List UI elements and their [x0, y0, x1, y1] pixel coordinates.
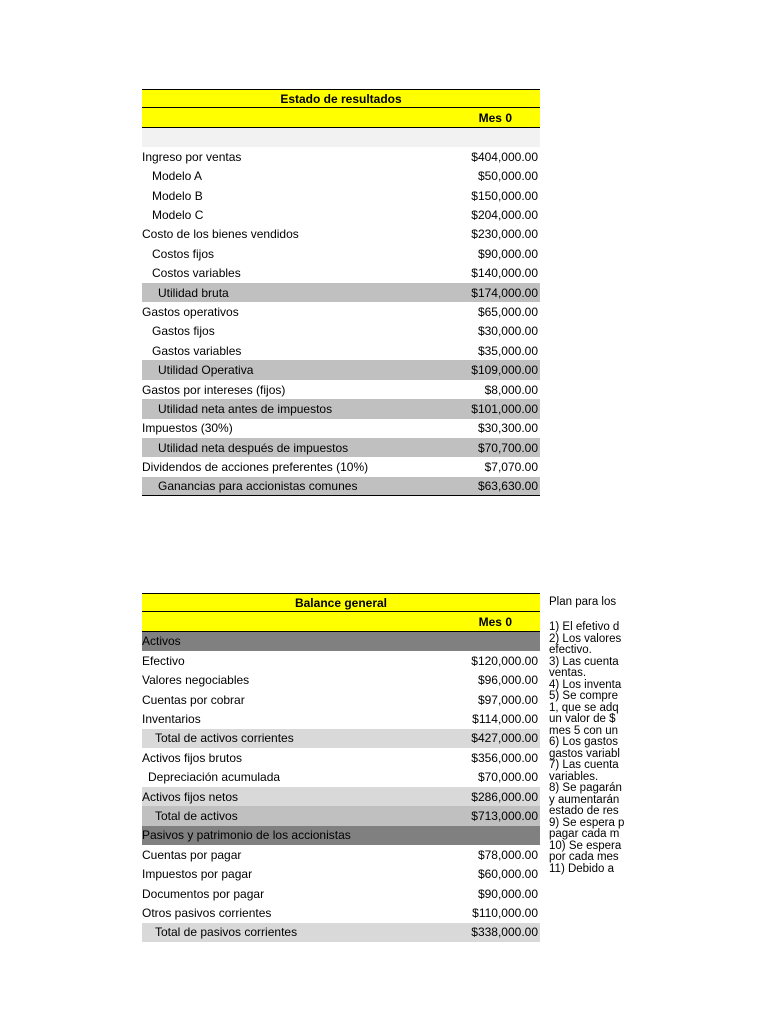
row-label: Ingreso por ventas — [142, 149, 242, 164]
row-value: $35,000.00 — [477, 343, 538, 358]
row-label: Cuentas por cobrar — [142, 692, 245, 707]
row-label: Efectivo — [142, 653, 185, 668]
row-value: $204,000.00 — [471, 208, 538, 223]
table-row[interactable] — [142, 748, 540, 767]
row-value: $356,000.00 — [471, 750, 538, 765]
row-value: $286,000.00 — [471, 789, 538, 804]
row-value: $65,000.00 — [477, 304, 538, 319]
table-row[interactable] — [142, 690, 540, 709]
row-value: $70,700.00 — [477, 440, 538, 455]
plan-line: 4) Los inventa — [549, 678, 622, 691]
plan-body — [546, 614, 624, 875]
row-value: $150,000.00 — [471, 188, 538, 203]
table-row[interactable] — [142, 884, 540, 903]
row-label: Depreciación acumulada — [148, 770, 281, 785]
income-statement — [142, 89, 540, 496]
table-row[interactable] — [142, 225, 540, 244]
row-label: Total de pasivos corrientes — [155, 925, 298, 940]
row-value: $140,000.00 — [471, 266, 538, 281]
row-label: Utilidad bruta — [158, 285, 229, 300]
row-label: Utilidad Operativa — [158, 363, 254, 378]
plan-line: y aumentarán — [549, 793, 620, 806]
total-row[interactable] — [142, 806, 540, 825]
row-value: $96,000.00 — [477, 673, 538, 688]
row-value: $78,000.00 — [477, 847, 538, 862]
plan-line: variables. — [549, 770, 599, 783]
table-row[interactable] — [142, 167, 540, 186]
row-label: Gastos por intereses (fijos) — [142, 382, 286, 397]
row-label: Utilidad neta después de impuestos — [158, 440, 349, 455]
plan-line: 11) Debido a — [549, 862, 614, 875]
row-value: $30,000.00 — [477, 324, 538, 339]
row-value: $60,000.00 — [477, 867, 538, 882]
plan-line: efectivo. — [549, 644, 592, 656]
subtotal-row[interactable] — [142, 283, 540, 302]
table-row[interactable] — [142, 671, 540, 690]
income-spacer-row — [142, 128, 540, 147]
table-row[interactable] — [142, 709, 540, 728]
balance-sheet — [142, 593, 540, 942]
row-value: $230,000.00 — [471, 227, 538, 242]
row-label: Total de activos corrientes — [155, 731, 294, 746]
table-row[interactable] — [142, 244, 540, 263]
row-label: Valores negociables — [142, 673, 250, 688]
subtotal-row[interactable] — [142, 399, 540, 418]
table-row[interactable] — [142, 380, 540, 399]
table-row[interactable] — [142, 845, 540, 864]
row-label: Cuentas por pagar — [142, 847, 242, 862]
income-title-cell[interactable] — [142, 89, 540, 108]
table-row[interactable] — [142, 186, 540, 205]
row-label: Pasivos y patrimonio de los accionistas — [142, 828, 351, 843]
row-label: Otros pasivos corrientes — [142, 905, 272, 920]
row-label: Activos fijos brutos — [142, 750, 243, 765]
table-row[interactable] — [142, 264, 540, 283]
table-row[interactable] — [142, 864, 540, 883]
row-value: $90,000.00 — [477, 246, 538, 261]
row-value: $70,000.00 — [477, 770, 538, 785]
row-value: $404,000.00 — [471, 149, 538, 164]
row-label: Modelo B — [152, 188, 203, 203]
row-value: $174,000.00 — [471, 285, 538, 300]
row-label: Activos — [142, 634, 181, 649]
row-value: $120,000.00 — [471, 653, 538, 668]
balance-period: Mes 0 — [478, 614, 512, 629]
balance-title-cell[interactable] — [142, 593, 540, 612]
row-value: $114,000.00 — [472, 712, 538, 727]
row-label: Costos fijos — [152, 246, 215, 261]
row-label: Modelo C — [152, 208, 204, 223]
plan-line: mes 5 con un — [549, 724, 619, 737]
subtotal-row[interactable] — [142, 729, 540, 748]
table-row[interactable] — [142, 302, 540, 321]
plan-line: 8) Se pagarán — [549, 782, 622, 794]
income-period: Mes 0 — [478, 110, 512, 125]
plan-line: 1, que se adq — [549, 701, 619, 714]
plan-line: 1) El efetivo d — [549, 621, 620, 633]
total-row[interactable] — [142, 477, 540, 496]
table-row[interactable] — [142, 903, 540, 922]
row-value: $90,000.00 — [477, 886, 538, 901]
plan-notes[interactable] — [546, 593, 624, 945]
plan-line: 2) Los valores — [549, 632, 622, 645]
row-value: $97,000.00 — [477, 692, 538, 707]
table-row[interactable] — [142, 768, 540, 787]
row-label: Gastos operativos — [142, 304, 239, 319]
table-row[interactable] — [142, 651, 540, 670]
row-value: $7,070.00 — [484, 460, 538, 475]
row-label: Gastos fijos — [152, 324, 215, 339]
income-title: Estado de resultados — [280, 91, 402, 106]
subtotal-row[interactable] — [142, 438, 540, 457]
table-row[interactable] — [142, 147, 540, 166]
plan-line: estado de res — [549, 805, 619, 817]
plan-line: 3) Las cuenta — [549, 655, 619, 668]
row-label: Modelo A — [152, 169, 203, 184]
balance-title: Balance general — [294, 595, 388, 610]
plan-line: ventas. — [549, 667, 587, 679]
plan-line: 10) Se espera — [549, 839, 622, 852]
row-value: $63,630.00 — [477, 479, 538, 493]
income-period-cell[interactable] — [142, 108, 540, 127]
row-label: Documentos por pagar — [142, 886, 265, 901]
row-label: Dividendos de acciones preferentes (10%) — [142, 460, 369, 475]
row-label: Ganancias para accionistas comunes — [158, 479, 358, 493]
subtotal-row[interactable] — [142, 360, 540, 379]
row-label: Costos variables — [152, 266, 241, 281]
table-row[interactable] — [142, 419, 540, 438]
row-value: $50,000.00 — [477, 169, 538, 184]
row-value: $338,000.00 — [471, 925, 538, 940]
row-value: $109,000.00 — [471, 363, 538, 378]
section-header-row[interactable] — [142, 826, 540, 845]
section-header-row[interactable] — [142, 632, 540, 651]
plan-line: 7) Las cuenta — [549, 759, 619, 771]
row-value: $427,000.00 — [471, 731, 538, 746]
balance-period-cell[interactable] — [142, 612, 540, 631]
row-value: $8,000.00 — [484, 382, 538, 397]
plan-line: 5) Se compre — [549, 690, 619, 702]
row-label: Costo de los bienes vendidos — [142, 227, 299, 242]
row-label: Total de activos — [155, 808, 238, 823]
row-label: Impuestos (30%) — [142, 421, 233, 436]
row-label: Utilidad neta antes de impuestos — [158, 401, 333, 416]
plan-line: gastos variabl — [549, 747, 620, 760]
row-label: Gastos variables — [152, 343, 242, 358]
plan-line: 6) Los gastos — [549, 736, 619, 748]
plan-title: Plan para los — [546, 593, 624, 614]
plan-line: 9) Se espera p — [549, 816, 624, 829]
row-label: Impuestos por pagar — [142, 867, 253, 882]
row-value: $110,000.00 — [472, 905, 538, 920]
subtotal-row[interactable] — [142, 787, 540, 806]
row-value: $713,000.00 — [471, 808, 538, 823]
row-value: $30,300.00 — [477, 421, 538, 436]
row-label: Activos fijos netos — [142, 789, 239, 804]
table-row[interactable] — [142, 322, 540, 341]
plan-line: un valor de $ — [549, 713, 616, 725]
table-row[interactable] — [142, 457, 540, 476]
plan-line: pagar cada m — [549, 828, 620, 840]
row-label: Inventarios — [142, 712, 201, 727]
table-row[interactable] — [142, 205, 540, 224]
subtotal-row[interactable] — [142, 923, 540, 942]
row-value: $101,000.00 — [471, 401, 538, 416]
plan-line: por cada mes — [549, 851, 619, 863]
table-row[interactable] — [142, 341, 540, 360]
